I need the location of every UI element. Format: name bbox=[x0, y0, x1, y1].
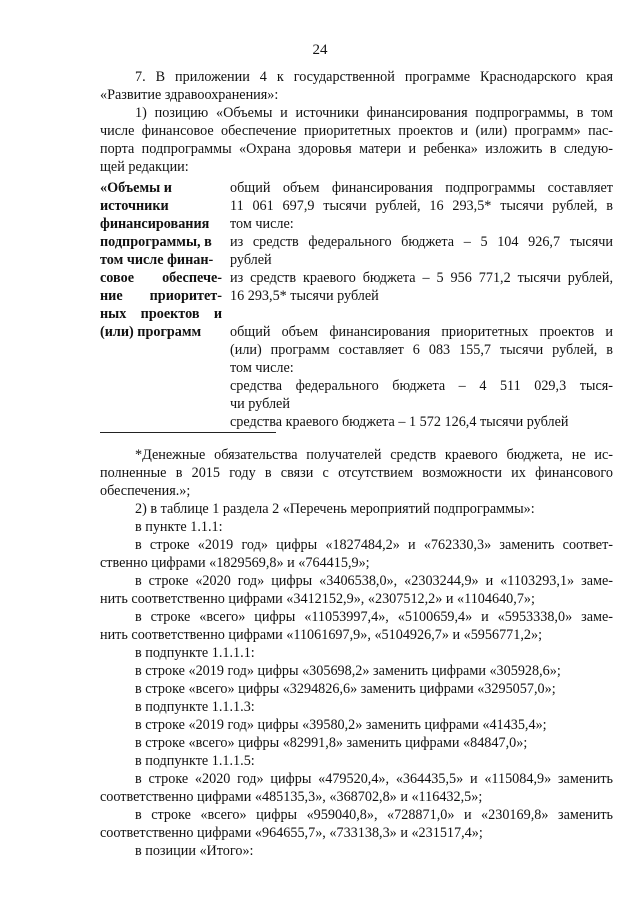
footnote-line: *Денежные обязательства получателей средств краевого бюджета, не ис- bbox=[135, 447, 613, 463]
body-line: в строке «2020 год» цифры «3406538,0», «2303244,9» и «1103293,1» заме- bbox=[135, 573, 613, 589]
body-line: соответственно цифрами «485135,3», «368702,8» и «116432,5»; bbox=[100, 789, 483, 805]
table-left-line: источники bbox=[100, 198, 169, 214]
body-line: в строке «2020 год» цифры «479520,4», «364435,5» и «115084,9» заменить bbox=[135, 771, 613, 787]
body-line: 2) в таблице 1 раздела 2 «Перечень мероприятий подпрограммы»: bbox=[135, 501, 535, 517]
body-line: соответственно цифрами «964655,7», «733138,3» и «231517,4»; bbox=[100, 825, 483, 841]
intro-line: щей редакции: bbox=[100, 159, 189, 175]
table-right-line: общий объем финансирования приоритетных проектов и bbox=[230, 324, 613, 340]
table-right-line: (или) программ составляет 6 083 155,7 тысячи рублей, в bbox=[230, 342, 613, 358]
footnote-line: полненные в 2015 году в связи с отсутствием возможности их финансового bbox=[100, 465, 613, 481]
table-right-line: общий объем финансирования подпрограммы составляет bbox=[230, 180, 613, 196]
table-right-line: том числе: bbox=[230, 360, 294, 376]
body-line: в позиции «Итого»: bbox=[135, 843, 254, 859]
body-line: в строке «2019 год» цифры «39580,2» заменить цифрами «41435,4»; bbox=[135, 717, 547, 733]
table-right-line: рублей bbox=[230, 252, 272, 268]
body-line: нить соответственно цифрами «3412152,9», «2307512,2» и «1104640,7»; bbox=[100, 591, 535, 607]
body-line: в строке «всего» цифры «82991,8» заменить цифрами «84847,0»; bbox=[135, 735, 528, 751]
body-line: в подпункте 1.1.1.1: bbox=[135, 645, 255, 661]
table-right-line: средства краевого бюджета – 1 572 126,4 тысячи рублей bbox=[230, 414, 569, 430]
table-right-line: 16 293,5* тысячи рублей bbox=[230, 288, 379, 304]
body-line: ственно цифрами «1829569,8» и «764415,9»; bbox=[100, 555, 370, 571]
table-right-line: из средств краевого бюджета – 5 956 771,2 тысячи рублей, bbox=[230, 270, 613, 286]
body-line: в строке «2019 год» цифры «1827484,2» и «762330,3» заменить соответ- bbox=[135, 537, 613, 553]
table-left-line: ние приоритет- bbox=[100, 288, 222, 304]
table-right-line: из средств федерального бюджета – 5 104 926,7 тысячи bbox=[230, 234, 613, 250]
page-number: 24 bbox=[312, 42, 328, 58]
intro-line: 7. В приложении 4 к государственной программе Краснодарского края bbox=[135, 69, 613, 85]
footnote-line: обеспечения.»; bbox=[100, 483, 191, 499]
body-line: в строке «всего» цифры «959040,8», «728871,0» и «230169,8» заменить bbox=[135, 807, 613, 823]
table-left-line: «Объемы и bbox=[100, 180, 172, 196]
body-line: в строке «2019 год» цифры «305698,2» заменить цифрами «305928,6»; bbox=[135, 663, 561, 679]
table-right-line: том числе: bbox=[230, 216, 294, 232]
table-left-line: подпрограммы, в bbox=[100, 234, 212, 250]
footnote-divider bbox=[100, 432, 276, 433]
intro-line: числе финансовое обеспечение приоритетных проектов и (или) программ» пас- bbox=[100, 123, 613, 139]
body-line: в строке «всего» цифры «11053997,4», «5100659,4» и «5953338,0» заме- bbox=[135, 609, 613, 625]
intro-line: «Развитие здравоохранения»: bbox=[100, 87, 279, 103]
table-left-line: (или) программ bbox=[100, 324, 202, 340]
body-line: в пункте 1.1.1: bbox=[135, 519, 223, 535]
table-left-line: совое обеспече- bbox=[100, 270, 222, 286]
table-left-line: ных проектов и bbox=[100, 306, 222, 322]
table-right-line: чи рублей bbox=[230, 396, 290, 412]
body-line: в подпункте 1.1.1.5: bbox=[135, 753, 255, 769]
intro-line: порта подпрограммы «Охрана здоровья матери и ребенка» изложить в следую- bbox=[100, 141, 613, 157]
intro-line: 1) позицию «Объемы и источники финансирования подпрограммы, в том bbox=[135, 105, 613, 121]
body-line: в подпункте 1.1.1.3: bbox=[135, 699, 255, 715]
table-right-line: 11 061 697,9 тысячи рублей, 16 293,5* тысячи рублей, в bbox=[230, 198, 613, 214]
table-left-line: финансирования bbox=[100, 216, 210, 232]
table-right-line: средства федерального бюджета – 4 511 029,3 тыся- bbox=[230, 378, 613, 394]
table-left-line: том числе финан- bbox=[100, 252, 214, 268]
body-line: нить соответственно цифрами «11061697,9», «5104926,7» и «5956771,2»; bbox=[100, 627, 543, 643]
body-line: в строке «всего» цифры «3294826,6» заменить цифрами «3295057,0»; bbox=[135, 681, 556, 697]
